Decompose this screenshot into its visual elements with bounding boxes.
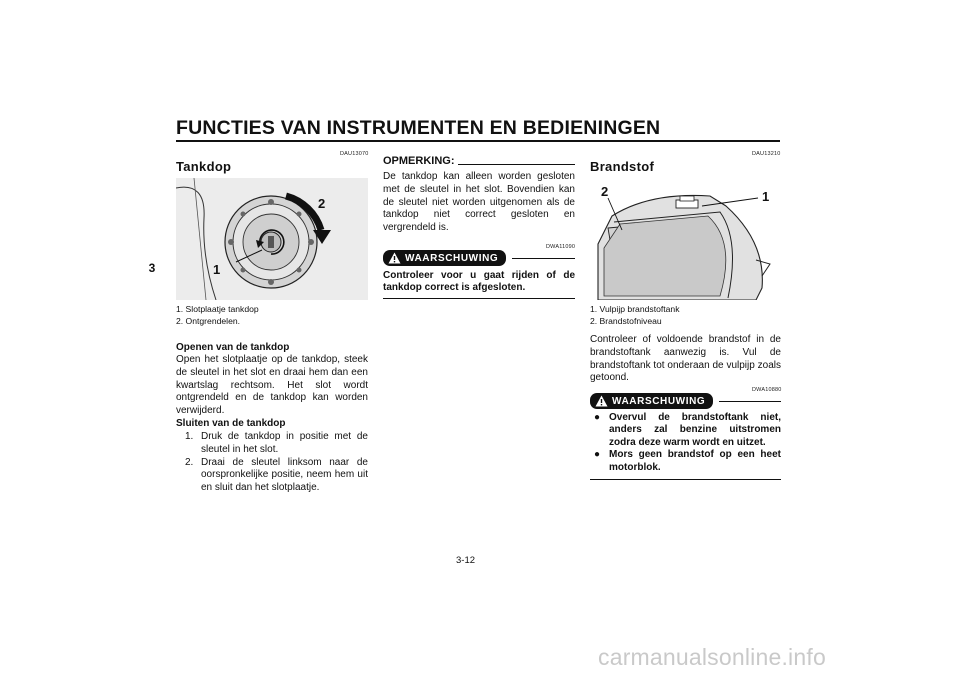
watermark: carmanualsonline.info — [598, 644, 826, 670]
fuel-tank-illustration — [590, 178, 781, 300]
page-title: FUNCTIES VAN INSTRUMENTEN EN BEDIENINGEN — [176, 117, 661, 139]
list-item — [594, 449, 781, 474]
note-heading — [383, 155, 575, 167]
callout-2: 2 — [318, 196, 326, 211]
warning-list — [594, 412, 781, 474]
title-rule — [176, 140, 780, 142]
warning-text: Controleer voor u gaat rijden of de tankdop correct is afgesloten. — [383, 270, 575, 294]
figure-caption-1: 1. Vulpijp brandstoftank — [590, 304, 680, 314]
callout-2: 2 — [601, 184, 609, 199]
list-item — [594, 412, 781, 449]
section-code-fuel: DAU13210 — [752, 151, 781, 157]
warning-badge — [590, 393, 713, 409]
warning-icon — [595, 395, 608, 407]
warning-heading — [383, 250, 575, 266]
chapter-number: 3 — [148, 261, 156, 275]
section-code: DAU13070 — [340, 151, 369, 157]
subheading-close: Sluiten van de tankdop — [176, 418, 286, 429]
warning-item: Overvul de brandstoftank niet, anders zal benzine uitstromen zodra deze warm wordt en uitzet. — [609, 412, 781, 448]
warning-end-rule — [590, 479, 781, 480]
figure-caption-2: 2. Brandstofniveau — [590, 316, 662, 326]
warning-code: DWA10880 — [752, 387, 782, 393]
warning-code: DWA11090 — [546, 244, 576, 250]
warning-label: WAARSCHUWING — [612, 395, 706, 407]
fuel-cap-illustration — [176, 178, 368, 300]
close-steps-list — [185, 431, 368, 495]
warning-end-rule — [383, 298, 575, 299]
list-item — [185, 457, 368, 495]
section-heading-tankdop: Tankdop — [176, 159, 232, 174]
list-item — [185, 431, 368, 457]
note-text: De tankdop kan alleen worden gesloten met de sleutel in het slot. Bovendien kan de sleutel niet worden uitgenomen als de tankdop niet correct gesloten en vergrendeld is. — [383, 171, 575, 234]
warning-icon — [388, 252, 401, 264]
note-rule — [458, 164, 576, 165]
section-heading-brandstof: Brandstof — [590, 159, 655, 174]
figure-caption-1: 1. Slotplaatje tankdop — [176, 304, 259, 314]
note-label: OPMERKING: — [383, 155, 455, 167]
warning-rule — [512, 258, 575, 259]
callout-1: 1 — [213, 262, 221, 277]
fuel-cap-figure — [176, 178, 368, 300]
step-text: Druk de tankdop in positie met de sleutel in het slot. — [201, 431, 368, 455]
open-instructions: Open het slotplaatje op de tankdop, steek de sleutel in het slot en draai hem dan een kwartslag rechtsom. Het slot wordt ontgrendeld en de tankdop kan worden verwijderd. — [176, 354, 368, 417]
warning-item: Mors geen brandstof op een heet motorblok. — [609, 449, 781, 473]
bullet-icon: ● — [594, 449, 601, 461]
step-number: 1. — [185, 431, 194, 442]
bullet-icon: ● — [594, 412, 601, 423]
callout-1: 1 — [762, 189, 770, 204]
warning-rule — [719, 401, 781, 402]
warning-label: WAARSCHUWING — [405, 252, 499, 264]
step-number: 2. — [185, 456, 194, 468]
subheading-open: Openen van de tankdop — [176, 342, 290, 353]
figure-caption-2: 2. Ontgrendelen. — [176, 316, 241, 326]
warning-badge — [383, 250, 506, 266]
fuel-tank-figure — [590, 178, 781, 300]
step-text: Draai de sleutel linksom naar de oorspronkelijke positie, neem hem uit en sluit dan het slotplaatje. — [201, 456, 368, 494]
warning-heading — [590, 393, 781, 409]
page-number: 3-12 — [456, 555, 476, 566]
fuel-instructions: Controleer of voldoende brandstof in de brandstoftank aanwezig is. Vul de brandstoftank tot onderaan de vulpijp zoals getoond. — [590, 334, 781, 384]
